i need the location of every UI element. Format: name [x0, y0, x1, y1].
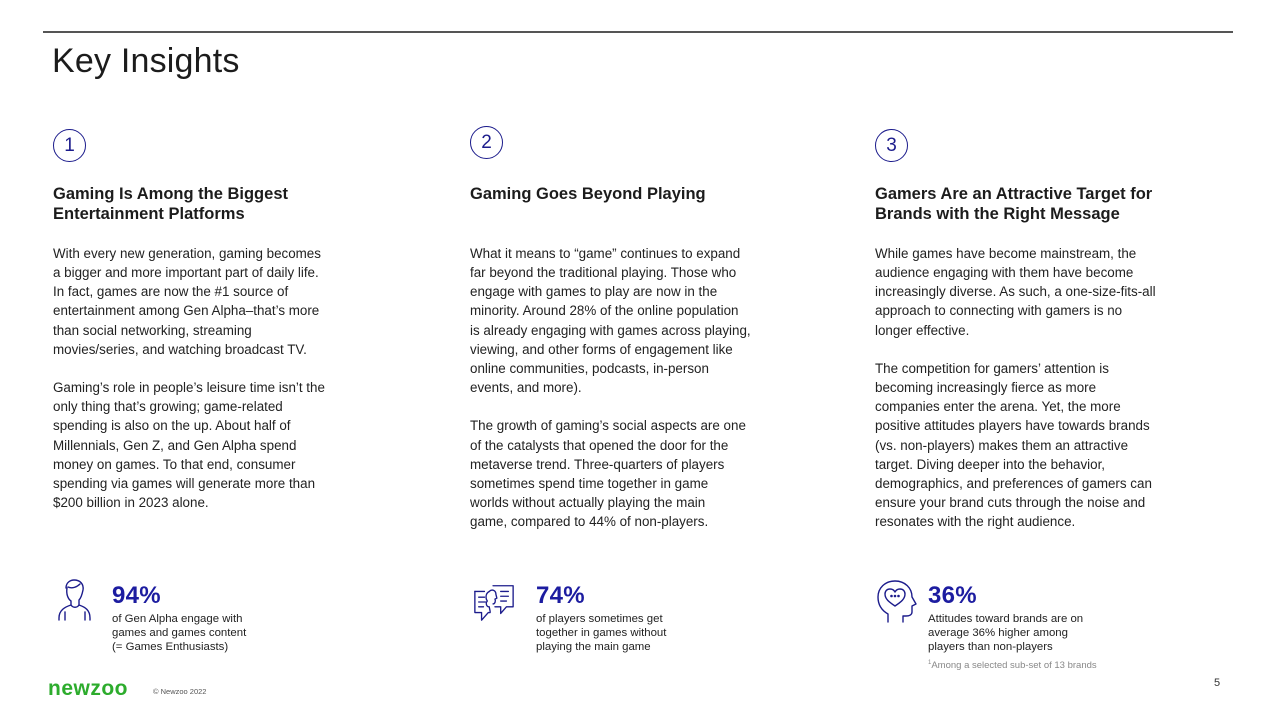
- stat-description-1: of Gen Alpha engage with games and games content (= Games Enthusiasts): [112, 613, 247, 654]
- insight-body-3: [875, 244, 1156, 550]
- stat-value-2: 74%: [536, 582, 585, 609]
- stat-description-2: of players sometimes get together in games without playing the main game: [536, 613, 667, 654]
- insight-heading-1: Gaming Is Among the Biggest Entertainment Platforms: [53, 185, 288, 223]
- paragraph: While games have become mainstream, the audience engaging with them have become increasingly diverse. As such, a one-size-fits-all approach to connecting with gamers is no longer effective.: [875, 246, 1156, 338]
- insight-column-3: [875, 126, 1205, 530]
- insight-heading-3: Gamers Are an Attractive Target for Brands with the Right Message: [875, 185, 1153, 223]
- paragraph: The growth of gaming’s social aspects are one of the catalysts that opened the door for the metaverse trend. Three-quarters of players sometimes spend time together in game worlds without actually playing the main game, compared to 44% of non-players.: [470, 418, 746, 530]
- footnote: $^1$Among a selected sub-set of 13 brands: [928, 660, 1097, 672]
- insight-body-2: [470, 244, 751, 550]
- paragraph: With every new generation, gaming becomes a bigger and more important part of daily life. In fact, games are now the #1 source of entertainment among Gen Alpha–that’s more than social networking, streaming movies/series, and watching broadcast TV.: [53, 246, 321, 357]
- stat-value-3: 36%: [928, 582, 977, 609]
- paragraph: The competition for gamers’ attention is becoming increasingly fierce as more companies enter the arena. Yet, the more positive attitudes players have towards brands (vs. non-players) makes them an attractive target. Diving deeper into the behavior, demographics, and preferences of gamers can ensure your brand cuts through the noise and resonates with the right audience.: [875, 360, 1152, 530]
- insight-column-2: [470, 126, 790, 530]
- chat-bubbles-icon: [472, 578, 516, 626]
- newzoo-logo: newzoo: [48, 677, 128, 700]
- insight-heading-2: Gaming Goes Beyond Playing: [470, 185, 706, 203]
- stat-value-1: 94%: [112, 582, 161, 609]
- insight-number-1: 1: [53, 129, 86, 162]
- page-title: Key Insights: [52, 42, 240, 80]
- insight-number-3: 3: [875, 129, 908, 162]
- head-heart-icon: [875, 578, 919, 626]
- paragraph: Gaming’s role in people’s leisure time isn’t the only thing that’s growing; game-related spending is also on the up. About half of Millennials, Gen Z, and Gen Alpha spend money on games. To that end, consumer spending via games will generate more than $200 billion in 2023 alone.: [53, 380, 325, 511]
- person-icon: [53, 578, 97, 626]
- insight-body-1: [53, 244, 325, 531]
- page-number: 5: [1214, 677, 1221, 689]
- insight-number-2: 2: [470, 126, 503, 159]
- insight-column-1: [53, 126, 373, 511]
- copyright: © Newzoo 2022: [153, 687, 207, 696]
- paragraph: What it means to “game” continues to expand far beyond the traditional playing. Those who engage with games to play are now in the minority. Around 28% of the online population is already engaging with games across playing, viewing, and other forms of engagement like online communities, podcasts, in-person events, and more).: [470, 246, 751, 396]
- stat-description-3: Attitudes toward brands are on average 36% higher among players than non-players: [928, 613, 1084, 654]
- top-divider: [43, 31, 1233, 33]
